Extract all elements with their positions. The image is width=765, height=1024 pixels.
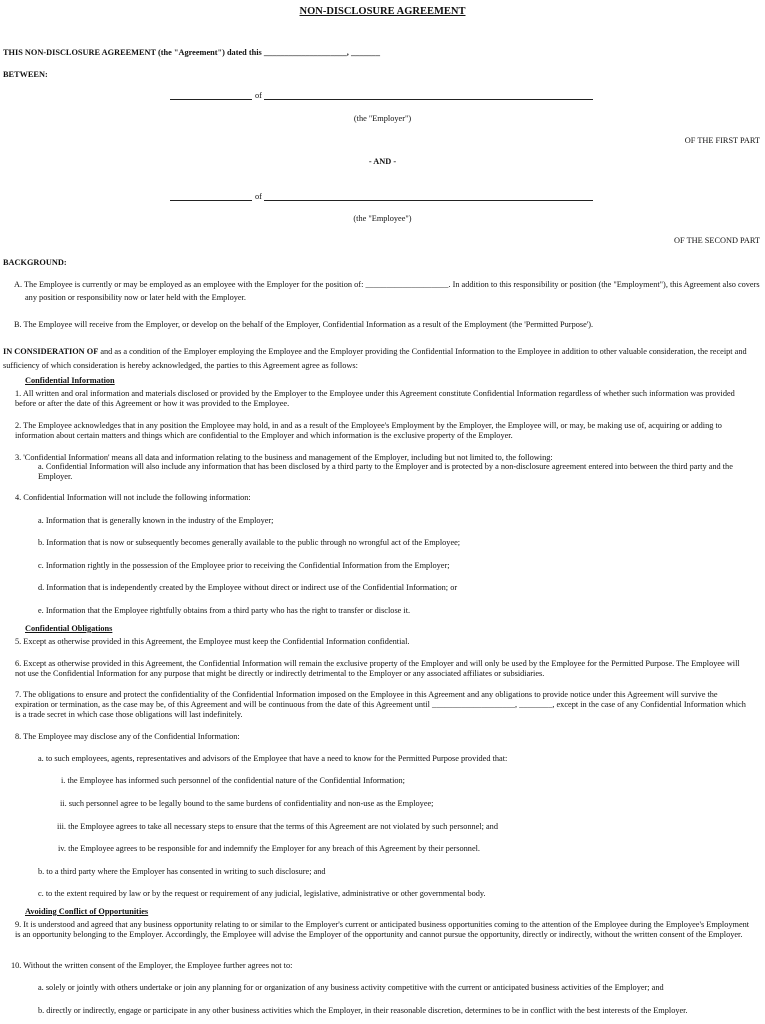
background-heading: BACKGROUND:	[3, 258, 67, 267]
clause-4b: b. Information that is now or subsequently becomes generally available to the public through no wrongful act of the Employee;	[38, 538, 461, 547]
employer-label: (the "Employer")	[353, 114, 412, 123]
clause-9: 9. It is understood and agreed that any business opportunity relating to or similar to the Employer's current or anticipated business opportunities coming to the attention of the Employee during the Employee's Employment is an opportunity belonging to the Employer. Accordingly, the Employee will advise the Employer of the opportunity and cannot pursue the opportunity, directly or indirectly, without the written consent of the Employer.	[15, 920, 750, 939]
employer-address-blank	[264, 99, 593, 100]
clause-8b: b. to a third party where the Employer has consented in writing to such disclosure; and	[38, 867, 326, 876]
clause-8a: a. to such employees, agents, representatives and advisors of the Employee that have a need to know for the Permitted Purpose provided that:	[38, 754, 508, 763]
clause-3: 3. 'Confidential Information' means all data and information relating to the business and management of the Employer, including but not limited to, the following:	[15, 453, 553, 462]
clause-6: 6. Except as otherwise provided in this Agreement, the Confidential Information will remain the exclusive property of the Employer and will only be used by the Employee for the Permitted Purpose. The Employee will not use the Confidential Information for any purpose that might be directly or indirectly detrimental to the Employer or any associated affiliates or subsidiaries.	[15, 659, 740, 678]
background-a-line1: A. The Employee is currently or may be employed as an employee with the Employer for the position of: ____________________. In addition to this responsibility or position (the "Employment"), this Agreement also covers	[14, 280, 760, 289]
employee-of-label: of	[255, 192, 262, 201]
first-part-label: OF THE FIRST PART	[684, 136, 760, 145]
clause-7: 7. The obligations to ensure and protect the confidentiality of the Confidential Information imposed on the Employee in this Agreement and any obligations to provide notice under this Agreement will survive the expiration or termination, as the case may be, of this Agreement and will be continuous from the date of this Agreement until ____________________, ________, except in the case of any Confidential Information which is a trade secret in which case those obligations will last indefinitely.	[15, 690, 746, 719]
clause-10b: b. directly or indirectly, engage or participate in any other business activities which the Employer, in their reasonable discretion, determines to be in conflict with the best interests of the Employer.	[38, 1006, 688, 1015]
clause-8a-ii: ii. such personnel agree to be legally bound to the same burdens of confidentiality and non-use as the Employee;	[60, 799, 434, 808]
between-label: BETWEEN:	[3, 70, 48, 79]
clause-1: 1. All written and oral information and materials disclosed or provided by the Employer to the Employee under this Agreement constitute Confidential Information regardless of whether such information was provided before or after the date of this Agreement or how it was provided to the Employee.	[15, 389, 735, 408]
second-part-label: OF THE SECOND PART	[674, 236, 760, 245]
employer-name-blank	[170, 99, 252, 100]
clause-8a-i: i. the Employee has informed such personnel of the confidential nature of the Confidential Information;	[61, 776, 405, 785]
clause-4: 4. Confidential Information will not include the following information:	[15, 493, 251, 502]
section-heading-avoiding-conflict: Avoiding Conflict of Opportunities	[25, 907, 149, 916]
document-title: NON-DISCLOSURE AGREEMENT	[299, 6, 466, 17]
opening-line: THIS NON-DISCLOSURE AGREEMENT (the "Agreement") dated this ____________________, _______	[3, 48, 380, 57]
clause-2: 2. The Employee acknowledges that in any position the Employee may hold, in and as a result of the Employee's Employment by the Employer, the Employee will, or may, be making use of, acquiring or adding to information about certain matters and things which are confidential to the Employer and which information is the exclusive property of the Employer.	[15, 421, 722, 440]
clause-4a: a. Information that is generally known in the industry of the Employer;	[38, 516, 274, 525]
clause-8a-iv: iv. the Employee agrees to be responsible for and indemnify the Employer for any breach of this Agreement by their personnel.	[58, 844, 481, 853]
section-heading-confidential-obligations: Confidential Obligations	[25, 624, 113, 633]
section-heading-confidential-information: Confidential Information	[25, 376, 115, 385]
clause-4d: d. Information that is independently created by the Employee without direct or indirect use of the Confidential Information; or	[38, 583, 458, 592]
clause-8c: c. to the extent required by law or by the request or requirement of any judicial, legislative, administrative or other governmental body.	[38, 889, 486, 898]
employee-name-blank	[170, 200, 252, 201]
clause-10a: a. solely or jointly with others undertake or join any planning for or organization of any business activity competitive with the current or anticipated business activities of the Employer; and	[38, 983, 664, 992]
background-a-line2: any position or responsibility now or later held with the Employer.	[25, 293, 246, 302]
consideration-text: and as a condition of the Employer employing the Employee and the Employer providing the Confidential Information to the Employee in addition to other valuable consideration, the receipt and	[98, 347, 747, 356]
employee-label: (the "Employee")	[353, 214, 412, 223]
clause-4c: c. Information rightly in the possession of the Employee prior to receiving the Confidential Information from the Employer;	[38, 561, 450, 570]
background-b: B. The Employee will receive from the Employer, or develop on the behalf of the Employer, Confidential Information as a result of the Employment (the 'Permitted Purpose').	[14, 320, 594, 329]
employer-of-label: of	[255, 91, 262, 100]
clause-3a: a. Confidential Information will also include any information that has been disclosed by a third party to the Employer and is protected by a non-disclosure agreement entered into between the third party and the Employer.	[38, 462, 733, 481]
clause-10: 10. Without the written consent of the Employer, the Employee further agrees not to:	[11, 961, 293, 970]
consideration-line1	[3, 347, 747, 357]
and-separator: - AND -	[368, 157, 397, 166]
consideration-line2: sufficiency of which consideration is hereby acknowledged, the parties to this Agreement agree as follows:	[3, 361, 358, 370]
clause-8a-iii: iii. the Employee agrees to take all necessary steps to ensure that the terms of this Agreement are not violated by such personnel; and	[57, 822, 498, 831]
clause-8: 8. The Employee may disclose any of the Confidential Information:	[15, 732, 240, 741]
consideration-bold: IN CONSIDERATION OF	[3, 347, 99, 356]
clause-4e: e. Information that the Employee rightfully obtains from a third party who has the right to transfer or disclose it.	[38, 606, 411, 615]
employee-address-blank	[264, 200, 593, 201]
clause-5: 5. Except as otherwise provided in this Agreement, the Employee must keep the Confidential Information confidential.	[15, 637, 410, 646]
